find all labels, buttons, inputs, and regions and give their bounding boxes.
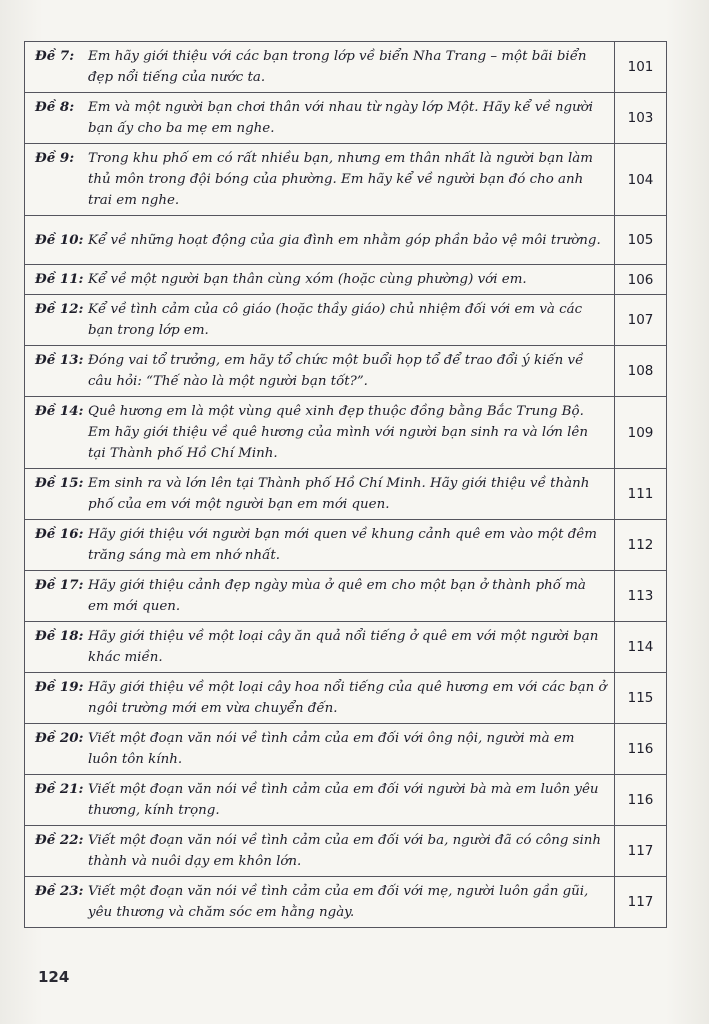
- topic-entry: [35, 728, 608, 770]
- page-ref: 103: [615, 93, 667, 144]
- topic-label: Đề 20:: [35, 730, 84, 746]
- toc-row: [25, 673, 667, 724]
- topic-entry: [35, 350, 608, 392]
- topic-entry: [35, 97, 608, 139]
- topic-entry: [35, 830, 608, 872]
- toc-body: [25, 42, 667, 928]
- topic-text: Viết một đoạn văn nói về tình cảm của em đối với mẹ, người luôn gần gũi, yêu thương và chăm sóc em hằng ngày.: [88, 884, 589, 920]
- topic-text: Em sinh ra và lớn lên tại Thành phố Hồ Chí Minh. Hãy giới thiệu về thành phố của em với một người bạn em mới quen.: [88, 476, 590, 512]
- page-ref: 108: [615, 346, 667, 397]
- topic-entry: [35, 779, 608, 821]
- page-ref: 116: [615, 724, 667, 775]
- topic-label: Đề 10:: [35, 231, 84, 248]
- topic-text: Đóng vai tổ trưởng, em hãy tổ chức một buổi họp tổ để trao đổi ý kiến về câu hỏi: “Thế nào là một người bạn tốt?”.: [88, 353, 584, 389]
- topic-entry: [35, 401, 608, 464]
- topic-entry: [35, 524, 608, 566]
- toc-row: [25, 397, 667, 469]
- topic-entry: [35, 626, 608, 668]
- table-of-contents: [24, 41, 667, 928]
- topic-entry: [35, 677, 608, 719]
- topic-label: Đề 22:: [35, 832, 84, 848]
- toc-row: [25, 724, 667, 775]
- page-ref: 105: [615, 216, 667, 265]
- topic-label: Đề 14:: [35, 403, 84, 419]
- topic-text: Viết một đoạn văn nói về tình cảm của em đối với ông nội, người mà em luôn tôn kính.: [88, 731, 575, 767]
- toc-row: [25, 826, 667, 877]
- topic-cell: [25, 826, 615, 877]
- page-ref: 115: [615, 673, 667, 724]
- topic-cell: [25, 144, 615, 216]
- topic-cell: [25, 346, 615, 397]
- toc-row: [25, 216, 667, 265]
- toc-row: [25, 520, 667, 571]
- topic-text: Kể về một người bạn thân cùng xóm (hoặc cùng phường) với em.: [88, 272, 527, 287]
- topic-entry: [35, 881, 608, 923]
- topic-label: Đề 8:: [35, 99, 75, 115]
- topic-cell: [25, 775, 615, 826]
- topic-entry: [35, 575, 608, 617]
- topic-text: Em hãy giới thiệu với các bạn trong lớp về biển Nha Trang – một bãi biển đẹp nổi tiếng của nước ta.: [88, 49, 587, 85]
- toc-row: [25, 622, 667, 673]
- topic-cell: [25, 216, 615, 265]
- topic-entry: [35, 230, 608, 251]
- page-ref: 112: [615, 520, 667, 571]
- topic-cell: [25, 724, 615, 775]
- page-ref: 114: [615, 622, 667, 673]
- topic-cell: [25, 877, 615, 928]
- toc-row: [25, 265, 667, 295]
- topic-cell: [25, 469, 615, 520]
- topic-cell: [25, 673, 615, 724]
- toc-row: [25, 469, 667, 520]
- topic-cell: [25, 42, 615, 93]
- toc-row: [25, 144, 667, 216]
- topic-label: Đề 12:: [35, 301, 84, 317]
- page-ref: 104: [615, 144, 667, 216]
- topic-text: Em và một người bạn chơi thân với nhau từ ngày lớp Một. Hãy kể về người bạn ấy cho ba mẹ em nghe.: [88, 100, 594, 136]
- topic-label: Đề 18:: [35, 628, 84, 644]
- page-ref: 106: [615, 265, 667, 295]
- toc-row: [25, 42, 667, 93]
- toc-row: [25, 93, 667, 144]
- toc-row: [25, 295, 667, 346]
- topic-entry: [35, 473, 608, 515]
- topic-entry: [35, 46, 608, 88]
- topic-text: Hãy giới thiệu với người bạn mới quen về khung cảnh quê em vào một đêm trăng sáng mà em nhớ nhất.: [88, 527, 597, 563]
- toc-row: [25, 571, 667, 622]
- topic-label: Đề 17:: [35, 577, 84, 593]
- topic-text: Hãy giới thiệu về một loại cây ăn quả nổi tiếng ở quê em với một người bạn khác miền.: [88, 629, 599, 665]
- page-ref: 113: [615, 571, 667, 622]
- topic-cell: [25, 397, 615, 469]
- topic-text: Viết một đoạn văn nói về tình cảm của em đối với người bà mà em luôn yêu thương, kính trọng.: [88, 782, 599, 818]
- page-number: 124: [38, 968, 70, 986]
- topic-label: Đề 16:: [35, 526, 84, 542]
- topic-label: Đề 9:: [35, 150, 75, 166]
- page-ref: 111: [615, 469, 667, 520]
- page-ref: 107: [615, 295, 667, 346]
- topic-text: Kể về tình cảm của cô giáo (hoặc thầy giáo) chủ nhiệm đối với em và các bạn trong lớp em.: [88, 302, 583, 338]
- page-ref: 109: [615, 397, 667, 469]
- topic-text: Hãy giới thiệu về một loại cây hoa nổi tiếng của quê hương em với các bạn ở ngôi trường mới em vừa chuyển đến.: [88, 680, 607, 716]
- page-ref: 117: [615, 877, 667, 928]
- topic-text: Viết một đoạn văn nói về tình cảm của em đối với ba, người đã có công sinh thành và nuôi dạy em khôn lớn.: [88, 833, 602, 869]
- page-ref: 116: [615, 775, 667, 826]
- toc-row: [25, 877, 667, 928]
- topic-cell: [25, 265, 615, 295]
- topic-label: Đề 19:: [35, 679, 84, 695]
- topic-entry: [35, 269, 608, 290]
- topic-text: Kể về những hoạt động của gia đình em nhằm góp phần bảo vệ môi trường.: [88, 232, 601, 248]
- topic-cell: [25, 93, 615, 144]
- topic-label: Đề 11:: [35, 271, 84, 287]
- topic-entry: [35, 299, 608, 341]
- topic-label: Đề 15:: [35, 475, 84, 491]
- topic-cell: [25, 520, 615, 571]
- toc-row: [25, 775, 667, 826]
- topic-text: Quê hương em là một vùng quê xinh đẹp thuộc đồng bằng Bắc Trung Bộ. Em hãy giới thiệu về quê hương của mình với người bạn sinh ra và lớn lên tại Thành phố Hồ Chí Minh.: [88, 404, 588, 461]
- topic-cell: [25, 571, 615, 622]
- topic-cell: [25, 295, 615, 346]
- topic-label: Đề 13:: [35, 352, 84, 368]
- toc-row: [25, 346, 667, 397]
- topic-entry: [35, 148, 608, 211]
- topic-label: Đề 23:: [35, 883, 84, 899]
- topic-text: Trong khu phố em có rất nhiều bạn, nhưng em thân nhất là người bạn làm thủ môn trong đội bóng của phường. Em hãy kể về người bạn đó cho anh trai em nghe.: [88, 151, 593, 208]
- topic-text: Hãy giới thiệu cảnh đẹp ngày mùa ở quê em cho một bạn ở thành phố mà em mới quen.: [88, 578, 586, 614]
- page-ref: 117: [615, 826, 667, 877]
- page-ref: 101: [615, 42, 667, 93]
- topic-label: Đề 7:: [35, 48, 75, 64]
- topic-label: Đề 21:: [35, 781, 84, 797]
- topic-cell: [25, 622, 615, 673]
